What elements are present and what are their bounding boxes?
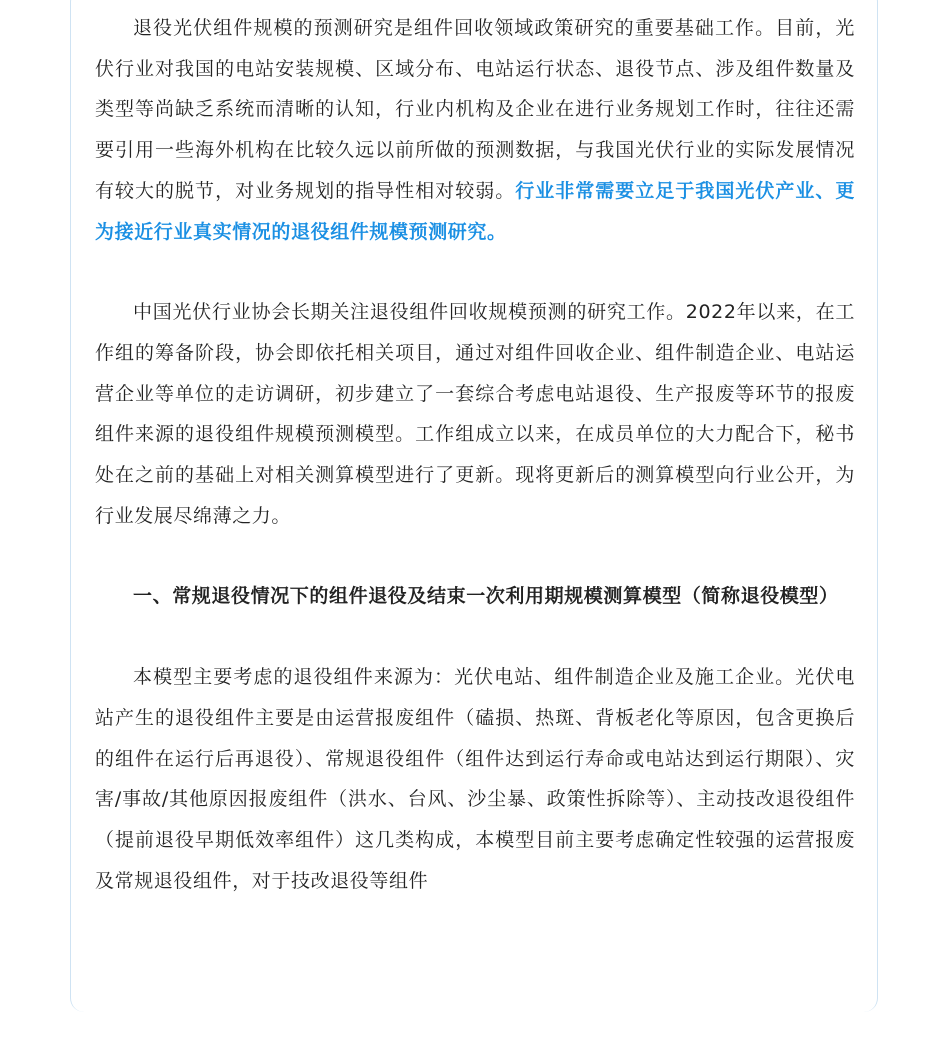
article-body	[95, 8, 855, 901]
paragraph-association: 中国光伏行业协会长期关注退役组件回收规模预测的研究工作。2022年以来，在工作组的筹备阶段，协会即依托相关项目，通过对组件回收企业、组件制造企业、电站运营企业等单位的走访调研，初步建立了一套综合考虑电站退役、生产报废等环节的报废组件来源的退役组件规模预测模型。工作组成立以来，在成员单位的大力配合下，秘书处在之前的基础上对相关测算模型进行了更新。现将更新后的测算模型向行业公开，为行业发展尽绵薄之力。	[95, 301, 855, 527]
paragraph-intro	[95, 8, 855, 252]
paragraph-intro-text: 退役光伏组件规模的预测研究是组件回收领域政策研究的重要基础工作。目前，光伏行业对我国的电站安装规模、区域分布、电站运行状态、退役节点、涉及组件数量及类型等尚缺乏系统而清晰的认知，行业内机构及企业在进行业务规划工作时，往往还需要引用一些海外机构在比较久远以前所做的预测数据，与我国光伏行业的实际发展情况有较大的脱节，对业务规划的指导性相对较弱。	[95, 17, 855, 202]
section-heading-1: 一、常规退役情况下的组件退役及结束一次利用期规模测算模型（简称退役模型）	[133, 585, 839, 608]
paragraph-model-sources: 本模型主要考虑的退役组件来源为：光伏电站、组件制造企业及施工企业。光伏电站产生的退役组件主要是由运营报废组件（磕损、热斑、背板老化等原因，包含更换后的组件在运行后再退役）、常规退役组件（组件达到运行寿命或电站达到运行期限）、灾害/事故/其他原因报废组件（洪水、台风、沙尘暴、政策性拆除等）、主动技改退役组件（提前退役早期低效率组件）这几类构成，本模型目前主要考虑确定性较强的运营报废及常规退役组件，对于技改退役等组件	[95, 666, 855, 892]
paragraph-intro-highlight: 行业非常需要立足于我国光伏产业、更为接近行业真实情况的退役组件规模预测研究。	[95, 179, 856, 243]
